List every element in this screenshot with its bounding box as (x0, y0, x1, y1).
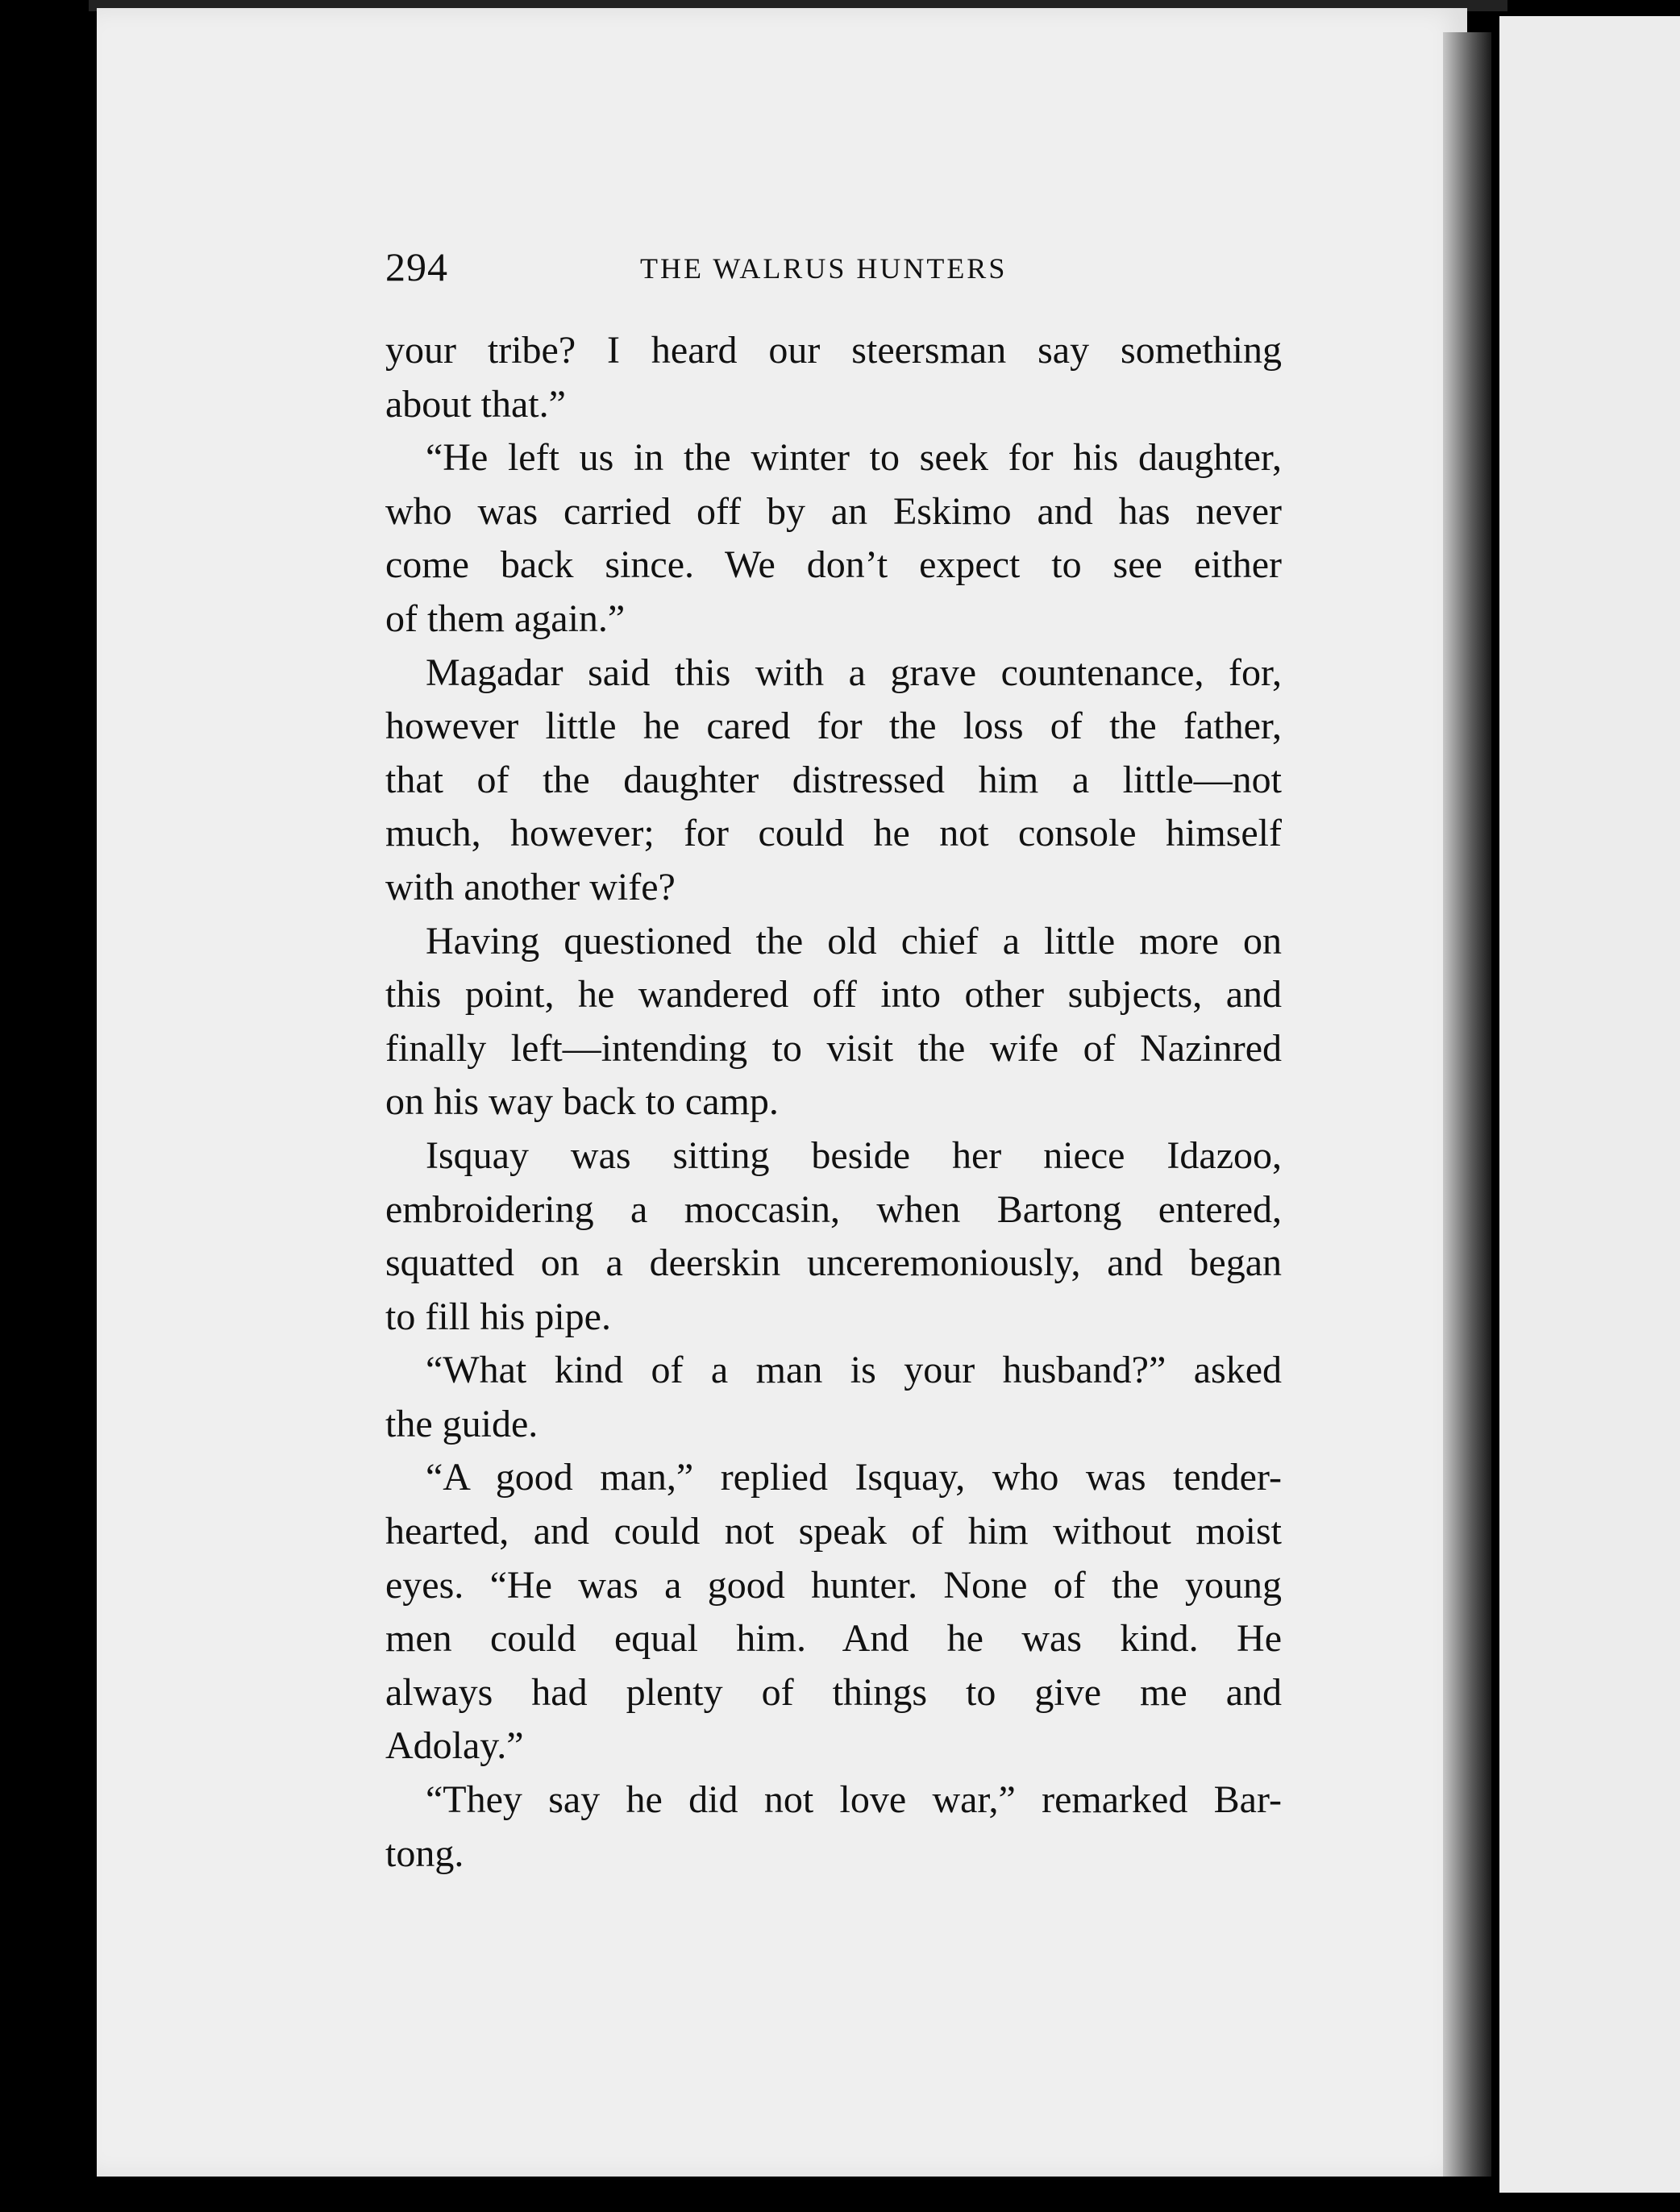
text-line: finally left—intending to visit the wife of Nazinred (385, 1026, 1282, 1070)
text-line: men could equal him. And he was kind. He (385, 1617, 1282, 1661)
text-line: however little he cared for the loss of the father, (385, 705, 1282, 748)
text-line: hearted, and could not speak of him without moist (385, 1510, 1282, 1553)
text-line: Isquay was sitting beside her niece Idazoo, (426, 1133, 1282, 1177)
page-header (385, 243, 1282, 300)
text-line: to fill his pipe. (385, 1295, 611, 1338)
text-line: Adolay.” (385, 1724, 524, 1768)
text-line: Magadar said this with a grave countenance, for, (426, 651, 1282, 694)
text-line: “He left us in the winter to seek for his daughter, (426, 436, 1282, 480)
text-line: who was carried off by an Eskimo and has never (385, 489, 1282, 533)
text-line: about that.” (385, 382, 566, 426)
text-line: of them again.” (385, 597, 626, 640)
text-line: that of the daughter distressed him a little—not (385, 758, 1282, 801)
body-text (385, 324, 1282, 1881)
text-line: “A good man,” replied Isquay, who was tender- (426, 1456, 1282, 1499)
text-line: the guide. (385, 1402, 539, 1445)
text-line: your tribe? I heard our steersman say something (385, 329, 1282, 372)
page-number: 294 (385, 244, 448, 289)
text-line: eyes. “He was a good hunter. None of the young (385, 1563, 1282, 1607)
text-line: with another wife? (385, 865, 676, 908)
text-line: “What kind of a man is your husband?” asked (426, 1349, 1282, 1392)
adjacent-page (1499, 16, 1680, 2193)
text-line: embroidering a moccasin, when Bartong entered, (385, 1187, 1282, 1231)
text-line: “They say he did not love war,” remarked Bar- (426, 1778, 1282, 1822)
text-line: come back since. We don’t expect to see either (385, 543, 1282, 587)
text-line: much, however; for could he not console himself (385, 812, 1282, 855)
text-line: Having questioned the old chief a little more on (426, 919, 1282, 963)
page-gutter-shadow (1443, 32, 1491, 2177)
text-line: always had plenty of things to give me and (385, 1670, 1282, 1714)
text-line: tong. (385, 1832, 464, 1875)
running-head: THE WALRUS HUNTERS (640, 252, 1008, 285)
text-line: this point, he wandered off into other subjects, and (385, 973, 1282, 1017)
text-line: on his way back to camp. (385, 1080, 779, 1124)
text-line: squatted on a deerskin unceremoniously, and began (385, 1241, 1282, 1285)
